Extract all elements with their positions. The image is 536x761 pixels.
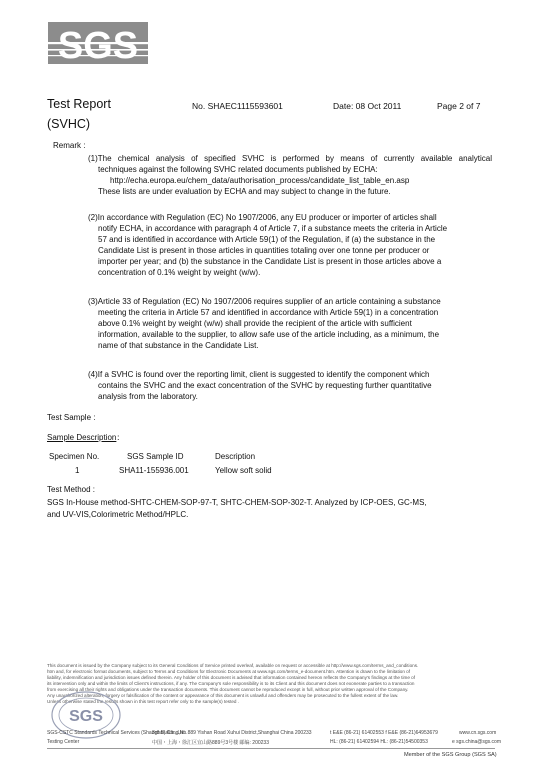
remark-1-line-2: techniques against the following SVHC related documents published by ECHA: (98, 165, 378, 174)
remark-2-line: Candidate List is present in those articles in quantities totaling over one tonne per producer or (98, 246, 430, 255)
footer-phone-en: t E&E (86-21) 61402553 f E&E (86-21)64953679 (330, 730, 438, 736)
disclaimer-line: its intervention only and within the limits of Client's instructions, if any. The Company's sole responsibility is to its Client and this document does not exonerate parties to a transaction (47, 681, 415, 686)
footer-member: Member of the SGS Group (SGS SA) (404, 752, 497, 758)
remark-item-4 (88, 369, 492, 402)
test-sample-label: Test Sample : (47, 413, 96, 422)
remark-2-line: 57 and is identified in accordance with Article 59(1) of the Regulation, if (a) the substance in the (98, 235, 436, 244)
remark-label: Remark : (53, 141, 86, 150)
remark-1-url: http://echa.europa.eu/chem_data/authorisation_process/candidate_list_table_en.asp (110, 176, 410, 185)
footer-address-en: 3rd Building,No.889 Yishan Road Xuhui District,Shanghai China 200233 (152, 730, 312, 736)
test-method-label: Test Method : (47, 485, 96, 494)
table-cell-sample-id: SHA11-155936.001 (119, 466, 189, 475)
disclaimer-line: Unless otherwise stated the results shown in this test report refer only to the sample(s) tested . (47, 699, 240, 704)
remark-2-line: importer per year; and (b) the substance in the Candidate List is present in those articles above a (98, 257, 442, 266)
report-title: Test Report (47, 97, 111, 111)
sample-description-heading (47, 432, 124, 443)
footer-address-cn: 中国・上海・徐汇区宜山路889号3号楼 邮编: 200233 (152, 740, 269, 746)
remark-1-line-4: These lists are under evaluation by ECHA and may subject to change in the future. (98, 187, 391, 196)
remark-4-line: analysis from the laboratory. (98, 392, 198, 401)
page-number: Page 2 of 7 (437, 101, 481, 111)
remark-4-line: contains the SVHC and the exact concentration of the SVHC by requesting further quantitative (98, 381, 432, 390)
remark-2-line: (2)In accordance with Regulation (EC) No 1907/2006, any EU producer or importer of articles shall (88, 213, 437, 222)
disclaimer-line: htm and, for electronic format documents, subject to Terms and Conditions for Electronic Documents at www.sgs.com/terms_e-document.htm. Attention is drawn to the limitation of (47, 669, 410, 674)
footer-website: www.cn.sgs.com (459, 730, 497, 736)
disclaimer-line: Any unauthorized alteration, forgery or falsification of the content or appearance of this document is unlawful and offenders may be prosecuted to the fullest extent of the law. (47, 693, 399, 698)
remark-3-line: name of that substance in the Candidate List. (98, 341, 259, 350)
remark-3-line: information, available to the supplier, to allow safe use of the article including, as a minimum, the (98, 330, 440, 339)
remark-3-line: above 0.1% weight by weight (w/w) shall provide the recipient of the article with sufficient (98, 319, 412, 328)
footer-divider (47, 748, 495, 749)
remark-2-line: notify ECHA, in accordance with paragraph 4 of Article 7, if a substance meets the criteria in Article (98, 224, 448, 233)
remark-4-line: (4)If a SVHC is found over the reporting limit, client is suggested to identify the component which (88, 370, 430, 379)
report-date: Date: 08 Oct 2011 (333, 101, 402, 111)
sample-description-label: Sample Description (47, 433, 117, 442)
test-method-line-1: SGS In-House method-SHTC-CHEM-SOP-97-T, SHTC-CHEM-SOP-302-T. Analyzed by ICP-OES, GC-MS, (47, 498, 427, 507)
disclaimer-line: liability, indemnification and jurisdiction issues defined therein. Any holder of this document is advised that information contained hereon reflects the Company's findings at the time of (47, 675, 415, 680)
table-cell-description: Yellow soft solid (215, 466, 272, 475)
table-header-specimen: Specimen No. (49, 452, 100, 461)
disclaimer-line: This document is issued by the Company subject to its General Conditions of Service printed overleaf, available on request or accessible at http://www.sgs.com/terms_and_conditions. (47, 663, 419, 668)
test-method-line-2: and UV-VIS,Colorimetric Method/HPLC. (47, 510, 189, 519)
footer-phone-cn: HL: (86-21) 61402594 HL: (86-21)54500353 (330, 739, 428, 745)
footer-company-cn: Testing Center (47, 739, 80, 745)
sgs-logo (48, 22, 148, 64)
table-header-sample-id: SGS Sample ID (127, 452, 184, 461)
footer-email: e sgs.china@sgs.com (452, 739, 501, 745)
remark-item-2 (88, 212, 492, 278)
remark-item-3 (88, 296, 492, 351)
stamp-text: SGS (69, 708, 103, 725)
remark-3-line: (3)Article 33 of Regulation (EC) No 1907/2006 requires supplier of an article containing a substance (88, 297, 441, 306)
footer-company-en: SGS-CSTC Standards Technical Services (Shanghai) Co., Ltd. (47, 730, 186, 736)
remark-1-line-1: (1)The chemical analysis of specified SVHC is performed by means of currently available analytical (88, 154, 492, 163)
remark-item-1 (88, 153, 492, 197)
table-header-description: Description (215, 452, 256, 461)
sgs-logo-graphic (48, 22, 148, 64)
sample-description-colon: ： (116, 433, 125, 442)
remark-3-line: meeting the criteria in Article 57 and identified in accordance with Article 59(1) in a concentration (98, 308, 439, 317)
disclaimer-line: from exercising all their rights and obligations under the transaction documents. This document cannot be reproduced except in full, without prior written approval of the Company. (47, 687, 409, 692)
remark-2-line: concentration of 0.1% weight by weight (w/w). (98, 268, 261, 277)
logo-text: SGS (57, 25, 139, 64)
report-number: No. SHAEC1115593601 (192, 101, 283, 111)
report-subtitle: (SVHC) (47, 117, 91, 131)
table-cell-specimen: 1 (75, 466, 80, 475)
